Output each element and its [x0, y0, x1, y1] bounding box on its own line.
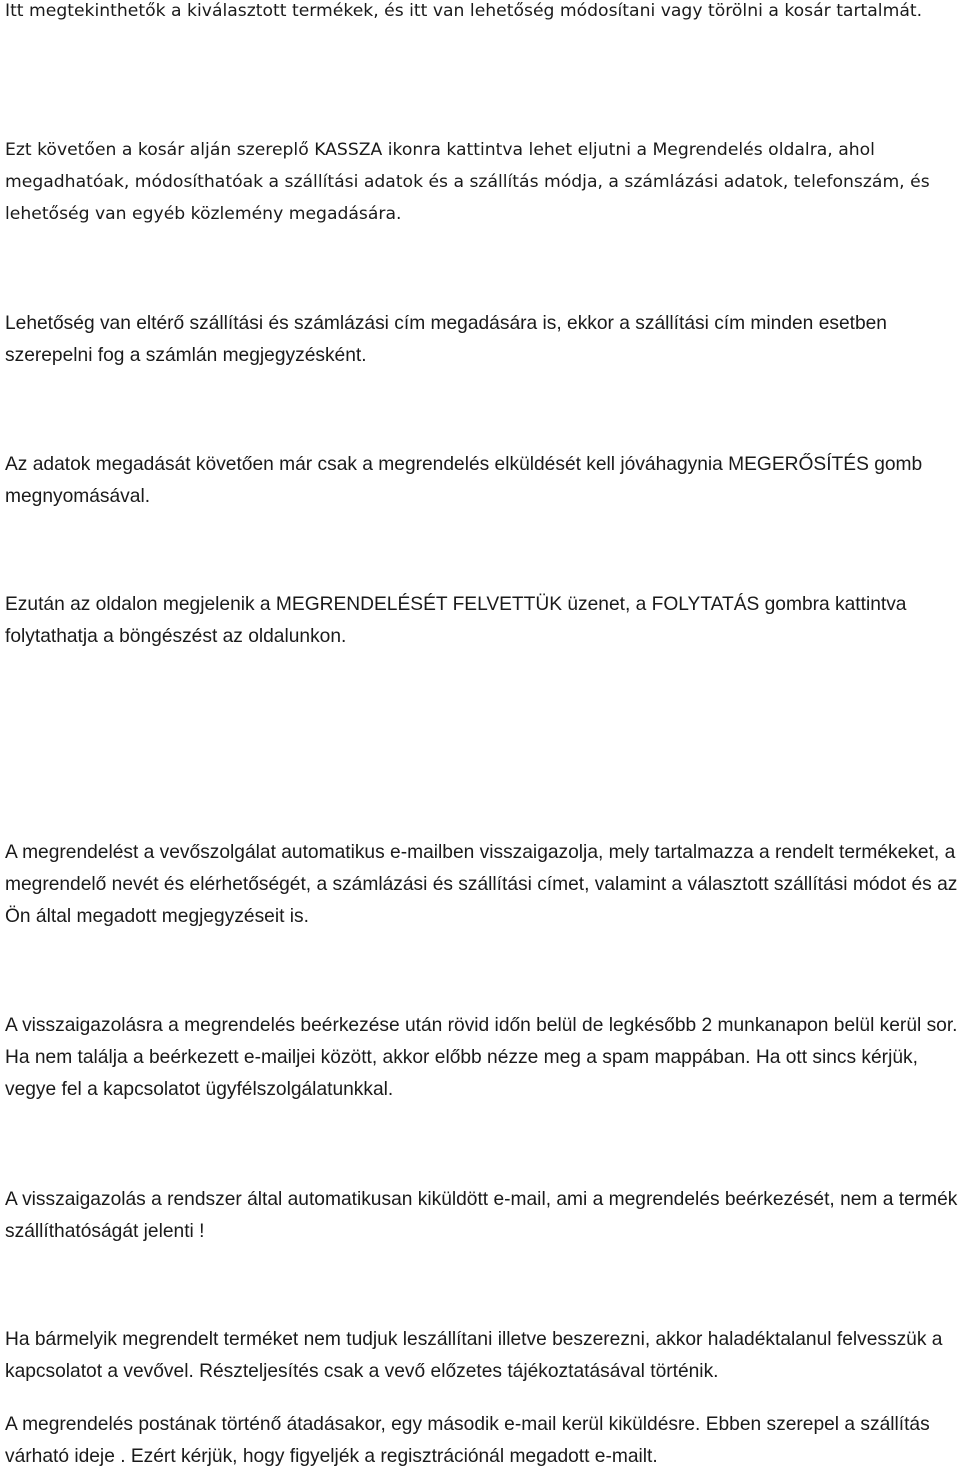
paragraph-checkout-instructions: Ezt követően a kosár alján szereplő KASSZA ikonra kattintva lehet eljutni a Megrendelés oldalra, ahol megadhatóak, módosíthatóak a szállítási adatok és a szállítás módja, a számlázási adatok, telefonszám, és lehetőség van egyéb közlemény megadására.: [5, 140, 930, 224]
paragraph-different-addresses: Lehetőség van eltérő szállítási és számlázási cím megadására is, ekkor a szállítási cím minden esetben szerepelni fog a számlán megjegyzésként.: [5, 313, 887, 366]
paragraph-confirmation-button: Az adatok megadását követően már csak a megrendelés elküldését kell jóváhagynia MEGERŐSÍTÉS gomb megnyomásával.: [5, 454, 923, 507]
paragraph-cart-contents: Itt megtekinthetők a kiválasztott termékek, és itt van lehetőség módosítani vagy törölni a kosár tartalmát.: [5, 1, 923, 21]
paragraph-undeliverable-items: Ha bármelyik megrendelt terméket nem tudjuk leszállítani illetve beszerezni, akkor haladéktalanul felvesszük a kapcsolatot a vevővel. Részteljesítés csak a vevő előzetes tájékoztatásával történik.: [5, 1329, 943, 1382]
paragraph-shipping-email: A megrendelés postának történő átadásakor, egy második e-mail kerül kiküldésre. Ebben szerepel a szállítás várható ideje . Ezért kérjük, hogy figyeljék a regisztrációnál megadott e-mailt.: [5, 1414, 930, 1467]
paragraph-order-received-message: Ezután az oldalon megjelenik a MEGRENDELÉSÉT FELVETTÜK üzenet, a FOLYTATÁS gombra kattintva folytathatja a böngészést az oldalunkon.: [5, 594, 907, 647]
paragraph-confirmation-meaning: A visszaigazolás a rendszer által automatikusan kiküldött e-mail, ami a megrendelés beérkezését, nem a termék szállíthatóságát jelenti !: [5, 1189, 958, 1242]
paragraph-email-confirmation: A megrendelést a vevőszolgálat automatikus e-mailben visszaigazolja, mely tartalmazza a rendelt termékeket, a megrendelő nevét és elérhetőségét, a számlázási és szállítási címet, valamint a választott szállítási módot és az Ön által megadott megjegyzéseit is.: [5, 842, 958, 927]
paragraph-confirmation-timing: A visszaigazolásra a megrendelés beérkezése után rövid időn belül de legkésőbb 2 munkanapon belül kerül sor. Ha nem találja a beérkezett e-mailjei között, akkor előbb nézze meg a spam mappában. Ha ott sincs kérjük, vegye fel a kapcsolatot ügyfélszolgálatunkkal.: [5, 1015, 958, 1100]
